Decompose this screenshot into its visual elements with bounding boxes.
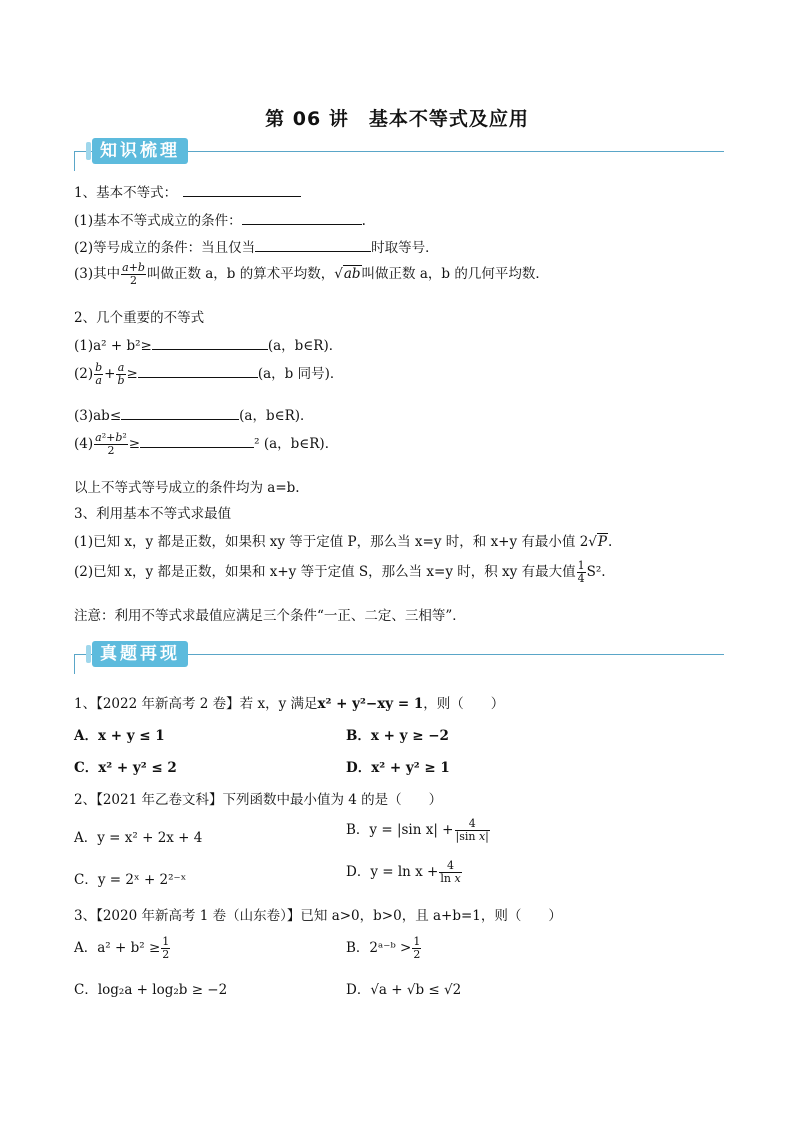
knowledge-item-2d: (4) $\frac{\text{a²+b²}}{2}$ ≥ ² (a，b∈R)．	[74, 431, 339, 457]
knowledge-note: 注意：利用不等式求最值应满足三个条件“一正、二定、三相等”．	[74, 608, 466, 624]
question-1-option-b[interactable]: B．x + y ≥ −2	[346, 728, 449, 744]
fraction: $\frac{a}{b}$	[117, 361, 125, 387]
divider	[74, 654, 75, 674]
fraction: $\frac{\text{a²+b²}}{2}$	[95, 431, 127, 457]
knowledge-item-3a: (1)已知 x，y 都是正数，如果积 xy 等于定值 P，那么当 x=y 时，和 x+y 有最小值 2√P.	[74, 534, 613, 550]
knowledge-item-2c: (3)ab≤ (a，b∈R)．	[74, 408, 314, 424]
knowledge-item-2: 2、几个重要的不等式	[74, 310, 205, 326]
knowledge-item-3: 3、利用基本不等式求最值	[74, 506, 232, 522]
question-3-option-b[interactable]: B．2ᵃ⁻ᵇ > $\frac{1}{2}$	[346, 935, 421, 961]
question-2-option-b[interactable]: B．y = |sin x| + $\frac{4}{\text{|sin x|}}$	[346, 817, 489, 843]
fraction: $\frac{4}{\text{|sin x|}}$	[455, 817, 489, 843]
fraction: $\frac{a+b}{2}$	[122, 261, 145, 287]
answer-blank	[242, 212, 362, 225]
question-1-option-d[interactable]: D．x² + y² ≥ 1	[346, 760, 450, 776]
question-3-option-a[interactable]: A．a² + b² ≥ $\frac{1}{2}$	[74, 935, 170, 961]
section-badge: 真题再现	[92, 641, 188, 667]
question-3-option-c[interactable]: C．log₂a + log₂b ≥ −2	[74, 982, 228, 998]
question-2-option-d[interactable]: D．y = ln x + $\frac{4}{\text{ln x}}$	[346, 859, 461, 885]
divider	[74, 151, 75, 171]
section-header-knowledge	[74, 138, 724, 166]
knowledge-item-1c: (3)其中 $\frac{a+b}{2}$ 叫做正数 a，b 的算术平均数，√ab叫做正数 a，b 的几何平均数．	[74, 261, 549, 287]
sqrt-ab: √ab	[334, 266, 361, 282]
knowledge-item-2b: (2) $\frac{b}{a}$ + $\frac{a}{b}$ ≥ (a，b 同号)．	[74, 361, 344, 387]
answer-blank	[255, 239, 371, 252]
sqrt-p: √P	[588, 534, 607, 550]
fraction: $\frac{1}{2}$	[162, 935, 170, 961]
page-title: 第 06 讲 基本不等式及应用	[265, 108, 529, 130]
knowledge-note-2: 以上不等式等号成立的条件均为 a=b.	[74, 480, 300, 496]
question-3-stem: 3、【2020 年新高考 1 卷（山东卷）】已知 a>0，b>0，且 a+b=1，则（ ）	[74, 908, 562, 924]
answer-blank	[152, 337, 268, 350]
answer-blank	[138, 365, 258, 378]
fraction: $\frac{4}{\text{ln x}}$	[440, 859, 461, 885]
knowledge-item-2a: (1)a² + b²≥ (a，b∈R)．	[74, 338, 343, 354]
question-2-option-a[interactable]: A．y = x² + 2x + 4	[74, 830, 203, 846]
answer-blank	[121, 407, 239, 420]
answer-blank	[183, 184, 301, 197]
fraction: $\frac{b}{a}$	[95, 361, 103, 387]
fraction: $\frac{1}{4}$	[577, 559, 585, 585]
section-badge: 知识梳理	[92, 138, 188, 164]
knowledge-item-1a: (1)基本不等式成立的条件： .	[74, 213, 366, 229]
knowledge-item-1: 1、基本不等式：	[74, 181, 301, 201]
answer-blank	[140, 435, 254, 448]
knowledge-item-3b: (2)已知 x，y 都是正数，如果和 x+y 等于定值 S，那么当 x=y 时，积 xy 有最大值 $\frac{1}{4}$ S².	[74, 559, 606, 585]
question-1-option-a[interactable]: A．x + y ≤ 1	[74, 728, 165, 744]
question-2-stem: 2、【2021 年乙卷文科】下列函数中最小值为 4 的是（ ）	[74, 792, 443, 808]
question-1-option-c[interactable]: C．x² + y² ≤ 2	[74, 760, 177, 776]
question-3-option-d[interactable]: D．√a + √b ≤ √2	[346, 982, 462, 998]
fraction: $\frac{1}{2}$	[413, 935, 421, 961]
knowledge-item-1b: (2)等号成立的条件：当且仅当 时取等号．	[74, 240, 439, 256]
question-1-stem: 1、【2022 年新高考 2 卷】若 x，y 满足x² + y²−xy = 1，则（ ）	[74, 696, 505, 712]
section-header-past-exams	[74, 641, 724, 669]
question-2-option-c[interactable]: C．y = 2ˣ + 2²⁻ˣ	[74, 872, 187, 888]
